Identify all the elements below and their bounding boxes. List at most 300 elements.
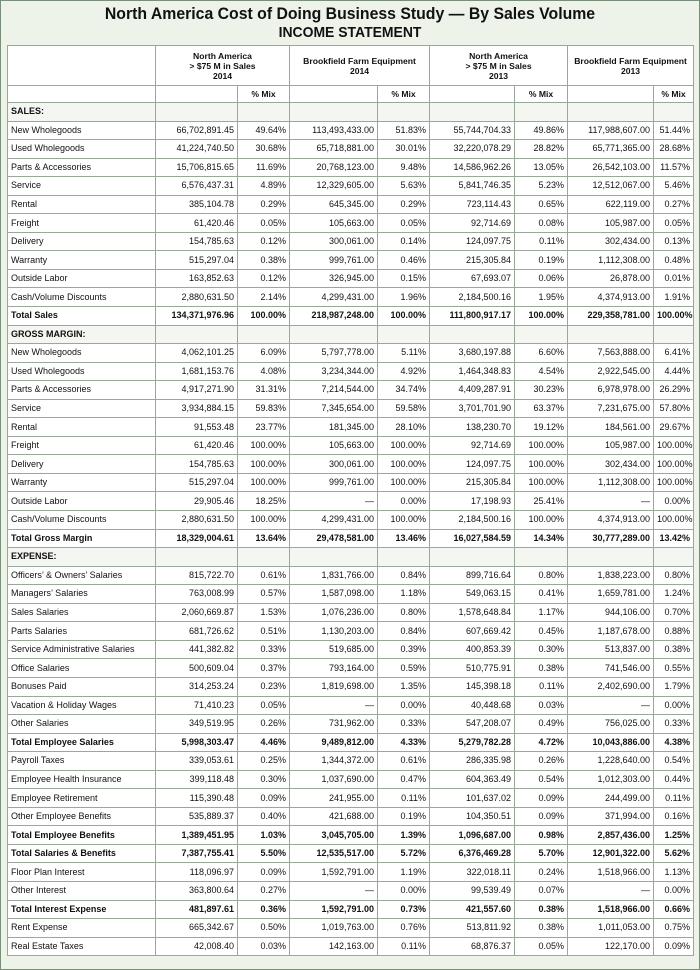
section-header-row xyxy=(8,103,694,122)
mix-percent-cell: 19.12% xyxy=(515,418,568,437)
column-header-brookfield-2014 xyxy=(290,46,430,86)
mix-percent-cell: 100.00% xyxy=(515,455,568,474)
mix-percent-cell: 51.83% xyxy=(378,121,430,140)
mix-percent-cell: 0.00% xyxy=(654,881,694,900)
row-label: Total Salaries & Benefits xyxy=(8,844,156,863)
table-row xyxy=(8,696,694,715)
mix-percent-cell: 100.00% xyxy=(378,436,430,455)
amount-cell: 421,557.60 xyxy=(430,900,515,919)
mix-percent-cell: 13.46% xyxy=(378,529,430,548)
mix-percent-cell: 0.54% xyxy=(654,752,694,771)
row-label: Parts & Accessories xyxy=(8,158,156,177)
mix-percent-cell: 0.05% xyxy=(238,214,290,233)
mix-percent-cell: 0.61% xyxy=(378,752,430,771)
row-label: Cash/Volume Discounts xyxy=(8,511,156,530)
mix-percent-cell: 13.42% xyxy=(654,529,694,548)
amount-cell: 515,297.04 xyxy=(156,251,238,270)
amount-cell: — xyxy=(568,492,654,511)
mix-percent-cell: 29.67% xyxy=(654,418,694,437)
amount-cell: 944,106.00 xyxy=(568,603,654,622)
amount-cell: 5,797,778.00 xyxy=(290,344,378,363)
mix-percent-cell: 5.72% xyxy=(378,844,430,863)
amount-cell: 371,994.00 xyxy=(568,807,654,826)
mix-percent-cell: 100.00% xyxy=(378,307,430,326)
mix-percent-cell: 0.00% xyxy=(378,881,430,900)
mix-percent-cell: 0.25% xyxy=(238,752,290,771)
table-row xyxy=(8,585,694,604)
mix-header-cell: % Mix xyxy=(654,86,694,103)
mix-percent-cell: 0.19% xyxy=(515,251,568,270)
column-header-line: 2014 xyxy=(212,70,233,81)
row-label: Rental xyxy=(8,418,156,437)
mix-percent-cell: 0.05% xyxy=(515,937,568,956)
amount-cell: 229,358,781.00 xyxy=(568,307,654,326)
mix-percent-cell: 1.17% xyxy=(515,603,568,622)
row-label: Other Employee Benefits xyxy=(8,807,156,826)
mix-percent-cell: 0.50% xyxy=(238,919,290,938)
mix-percent-cell: 0.09% xyxy=(515,807,568,826)
mix-percent-cell: 0.11% xyxy=(378,937,430,956)
amount-cell: 3,934,884.15 xyxy=(156,399,238,418)
mix-percent-cell: 100.00% xyxy=(238,455,290,474)
mix-percent-cell: 0.39% xyxy=(378,640,430,659)
amount-cell: 1,592,791.00 xyxy=(290,900,378,919)
section-filler-cell xyxy=(290,548,378,567)
mix-percent-cell: 0.40% xyxy=(238,807,290,826)
mix-percent-cell: 1.96% xyxy=(378,288,430,307)
amount-cell: 547,208.07 xyxy=(430,715,515,734)
section-title: EXPENSE: xyxy=(8,548,156,567)
amount-cell: 1,389,451.95 xyxy=(156,826,238,845)
total-row xyxy=(8,529,694,548)
amount-cell: 1,819,698.00 xyxy=(290,677,378,696)
mix-percent-cell: 49.86% xyxy=(515,121,568,140)
amount-cell: 1,592,791.00 xyxy=(290,863,378,882)
mix-percent-cell: 1.79% xyxy=(654,677,694,696)
blank-header-cell xyxy=(290,86,378,103)
amount-cell: 6,376,469.28 xyxy=(430,844,515,863)
amount-cell: 6,978,978.00 xyxy=(568,381,654,400)
amount-cell: 1,112,308.00 xyxy=(568,473,654,492)
mix-percent-cell: 59.83% xyxy=(238,399,290,418)
mix-percent-cell: 0.98% xyxy=(515,826,568,845)
document-header xyxy=(1,1,699,45)
mix-header-cell: % Mix xyxy=(378,86,430,103)
amount-cell: 1,130,203.00 xyxy=(290,622,378,641)
mix-percent-cell: 5.46% xyxy=(654,177,694,196)
mix-percent-cell: 0.23% xyxy=(238,677,290,696)
amount-cell: 1,076,236.00 xyxy=(290,603,378,622)
mix-percent-cell: 0.38% xyxy=(654,640,694,659)
amount-cell: 535,889.37 xyxy=(156,807,238,826)
mix-percent-cell: 0.80% xyxy=(515,566,568,585)
amount-cell: 99,539.49 xyxy=(430,881,515,900)
mix-percent-cell: 0.54% xyxy=(515,770,568,789)
amount-cell: 815,722.70 xyxy=(156,566,238,585)
mix-percent-cell: 0.38% xyxy=(515,659,568,678)
amount-cell: 286,335.98 xyxy=(430,752,515,771)
amount-cell: 2,402,690.00 xyxy=(568,677,654,696)
mix-percent-cell: 0.30% xyxy=(238,770,290,789)
table-row xyxy=(8,807,694,826)
table-row xyxy=(8,640,694,659)
mix-percent-cell: 4.08% xyxy=(238,362,290,381)
amount-cell: 300,061.00 xyxy=(290,455,378,474)
table-row xyxy=(8,121,694,140)
mix-percent-cell: 0.70% xyxy=(654,603,694,622)
amount-cell: 42,008.40 xyxy=(156,937,238,956)
mix-percent-cell: 0.66% xyxy=(654,900,694,919)
mix-percent-cell: 100.00% xyxy=(654,511,694,530)
table-row xyxy=(8,566,694,585)
amount-cell: 1,464,348.83 xyxy=(430,362,515,381)
table-row xyxy=(8,418,694,437)
mix-percent-cell: 0.76% xyxy=(378,919,430,938)
amount-cell: 215,305.84 xyxy=(430,251,515,270)
mix-percent-cell: 28.68% xyxy=(654,140,694,159)
mix-percent-cell: 0.55% xyxy=(654,659,694,678)
amount-cell: 2,922,545.00 xyxy=(568,362,654,381)
table-row xyxy=(8,269,694,288)
amount-cell: 3,234,344.00 xyxy=(290,362,378,381)
amount-cell: 215,305.84 xyxy=(430,473,515,492)
amount-cell: 349,519.95 xyxy=(156,715,238,734)
section-filler-cell xyxy=(290,103,378,122)
amount-cell: 1,037,690.00 xyxy=(290,770,378,789)
amount-cell: 4,917,271.90 xyxy=(156,381,238,400)
mix-percent-cell: 18.25% xyxy=(238,492,290,511)
amount-cell: 122,170.00 xyxy=(568,937,654,956)
table-row xyxy=(8,622,694,641)
amount-cell: 1,011,053.00 xyxy=(568,919,654,938)
mix-percent-cell: 23.77% xyxy=(238,418,290,437)
mix-header-cell: % Mix xyxy=(515,86,568,103)
mix-percent-cell: 1.19% xyxy=(378,863,430,882)
mix-percent-cell: 0.09% xyxy=(238,863,290,882)
mix-percent-cell: 30.68% xyxy=(238,140,290,159)
mix-percent-cell: 28.82% xyxy=(515,140,568,159)
mix-percent-cell: 4.89% xyxy=(238,177,290,196)
section-title: SALES: xyxy=(8,103,156,122)
column-header-line: > $75 M in Sales xyxy=(189,60,256,71)
amount-cell: 115,390.48 xyxy=(156,789,238,808)
section-filler-cell xyxy=(568,103,654,122)
row-label: Rent Expense xyxy=(8,919,156,938)
mix-percent-cell: 0.24% xyxy=(515,863,568,882)
column-header-line: Brookfield Farm Equipment xyxy=(303,55,416,66)
section-title: GROSS MARGIN: xyxy=(8,325,156,344)
mix-percent-cell: 5.62% xyxy=(654,844,694,863)
table-row xyxy=(8,715,694,734)
amount-cell: 549,063.15 xyxy=(430,585,515,604)
amount-cell: 4,374,913.00 xyxy=(568,288,654,307)
amount-cell: 763,008.99 xyxy=(156,585,238,604)
amount-cell: 2,857,436.00 xyxy=(568,826,654,845)
amount-cell: 645,345.00 xyxy=(290,195,378,214)
amount-cell: 181,345.00 xyxy=(290,418,378,437)
mix-percent-cell: 0.73% xyxy=(378,900,430,919)
column-header-line: Brookfield Farm Equipment xyxy=(574,55,687,66)
amount-cell: 519,685.00 xyxy=(290,640,378,659)
table-row xyxy=(8,473,694,492)
mix-percent-cell: 100.00% xyxy=(654,307,694,326)
column-header-row xyxy=(8,46,694,86)
row-label: Managers’ Salaries xyxy=(8,585,156,604)
section-filler-cell xyxy=(378,548,430,567)
column-header-line: 2013 xyxy=(620,65,641,76)
amount-cell: 12,512,067.00 xyxy=(568,177,654,196)
mix-percent-cell: 0.19% xyxy=(378,807,430,826)
mix-percent-cell: 57.80% xyxy=(654,399,694,418)
mix-percent-cell: 1.03% xyxy=(238,826,290,845)
amount-cell: 105,987.00 xyxy=(568,214,654,233)
row-label: Vacation & Holiday Wages xyxy=(8,696,156,715)
mix-percent-cell: 4.72% xyxy=(515,733,568,752)
amount-cell: 14,586,962.26 xyxy=(430,158,515,177)
amount-cell: 15,706,815.65 xyxy=(156,158,238,177)
amount-cell: 7,563,888.00 xyxy=(568,344,654,363)
mix-percent-cell: 1.39% xyxy=(378,826,430,845)
mix-percent-cell: 0.29% xyxy=(238,195,290,214)
mix-percent-cell: 5.11% xyxy=(378,344,430,363)
amount-cell: 17,198.93 xyxy=(430,492,515,511)
row-label: Bonuses Paid xyxy=(8,677,156,696)
income-statement-table xyxy=(7,45,694,956)
amount-cell: 71,410.23 xyxy=(156,696,238,715)
row-label: Warranty xyxy=(8,473,156,492)
amount-cell: 322,018.11 xyxy=(430,863,515,882)
mix-percent-cell: 0.27% xyxy=(654,195,694,214)
amount-cell: 113,493,433.00 xyxy=(290,121,378,140)
mix-percent-cell: 0.44% xyxy=(654,770,694,789)
mix-percent-cell: 0.75% xyxy=(654,919,694,938)
mix-percent-cell: 0.33% xyxy=(238,640,290,659)
row-label: Office Salaries xyxy=(8,659,156,678)
amount-cell: — xyxy=(290,881,378,900)
row-label: New Wholegoods xyxy=(8,344,156,363)
amount-cell: 300,061.00 xyxy=(290,232,378,251)
amount-cell: 326,945.00 xyxy=(290,269,378,288)
section-filler-cell xyxy=(515,325,568,344)
amount-cell: 3,680,197.88 xyxy=(430,344,515,363)
column-header-line: 2014 xyxy=(349,65,370,76)
amount-cell: 2,880,631.50 xyxy=(156,288,238,307)
amount-cell: 134,371,976.96 xyxy=(156,307,238,326)
amount-cell: 105,663.00 xyxy=(290,214,378,233)
mix-percent-cell: 0.11% xyxy=(654,789,694,808)
amount-cell: 10,043,886.00 xyxy=(568,733,654,752)
section-filler-cell xyxy=(238,325,290,344)
amount-cell: 2,060,669.87 xyxy=(156,603,238,622)
amount-cell: 4,374,913.00 xyxy=(568,511,654,530)
amount-cell: 999,761.00 xyxy=(290,251,378,270)
section-filler-cell xyxy=(515,548,568,567)
amount-cell: 1,228,640.00 xyxy=(568,752,654,771)
mix-percent-cell: 0.84% xyxy=(378,622,430,641)
mix-percent-cell: 100.00% xyxy=(654,455,694,474)
amount-cell: 7,214,544.00 xyxy=(290,381,378,400)
row-label: Service xyxy=(8,399,156,418)
table-row xyxy=(8,177,694,196)
amount-cell: 1,659,781.00 xyxy=(568,585,654,604)
mix-percent-cell: 0.59% xyxy=(378,659,430,678)
amount-cell: 441,382.82 xyxy=(156,640,238,659)
section-filler-cell xyxy=(378,325,430,344)
amount-cell: 29,905.46 xyxy=(156,492,238,511)
amount-cell: 400,853.39 xyxy=(430,640,515,659)
mix-percent-cell: 30.23% xyxy=(515,381,568,400)
mix-percent-cell: 6.09% xyxy=(238,344,290,363)
mix-percent-cell: 30.01% xyxy=(378,140,430,159)
amount-cell: — xyxy=(290,492,378,511)
column-header-line: North America xyxy=(193,50,252,61)
amount-cell: 665,342.67 xyxy=(156,919,238,938)
mix-percent-cell: 0.36% xyxy=(238,900,290,919)
row-label: Floor Plan Interest xyxy=(8,863,156,882)
amount-cell: 2,880,631.50 xyxy=(156,511,238,530)
amount-cell: 67,693.07 xyxy=(430,269,515,288)
mix-percent-cell: 4.46% xyxy=(238,733,290,752)
amount-cell: 2,184,500.16 xyxy=(430,511,515,530)
amount-cell: 104,350.51 xyxy=(430,807,515,826)
mix-percent-cell: 0.33% xyxy=(654,715,694,734)
mix-percent-cell: 0.37% xyxy=(238,659,290,678)
amount-cell: 41,224,740.50 xyxy=(156,140,238,159)
amount-cell: 385,104.78 xyxy=(156,195,238,214)
table-row xyxy=(8,677,694,696)
amount-cell: 515,297.04 xyxy=(156,473,238,492)
mix-percent-cell: 0.12% xyxy=(238,232,290,251)
row-label: Total Employee Salaries xyxy=(8,733,156,752)
mix-percent-cell: 0.11% xyxy=(515,677,568,696)
table-row xyxy=(8,659,694,678)
section-filler-cell xyxy=(156,548,238,567)
mix-percent-cell: 100.00% xyxy=(515,473,568,492)
amount-cell: 9,489,812.00 xyxy=(290,733,378,752)
table-row xyxy=(8,937,694,956)
section-filler-cell xyxy=(430,103,515,122)
table-row xyxy=(8,752,694,771)
mix-percent-cell: 100.00% xyxy=(378,455,430,474)
amount-cell: 1,838,223.00 xyxy=(568,566,654,585)
amount-cell: 20,768,123.00 xyxy=(290,158,378,177)
amount-cell: 681,726.62 xyxy=(156,622,238,641)
amount-cell: 1,187,678.00 xyxy=(568,622,654,641)
mix-percent-cell: 100.00% xyxy=(238,511,290,530)
table-row xyxy=(8,770,694,789)
amount-cell: 124,097.75 xyxy=(430,455,515,474)
amount-cell: 756,025.00 xyxy=(568,715,654,734)
mix-percent-cell: 0.27% xyxy=(238,881,290,900)
amount-cell: 241,955.00 xyxy=(290,789,378,808)
mix-percent-cell: 5.23% xyxy=(515,177,568,196)
row-label: Officers’ & Owners’ Salaries xyxy=(8,566,156,585)
mix-percent-cell: 0.49% xyxy=(515,715,568,734)
mix-percent-cell: 1.25% xyxy=(654,826,694,845)
mix-percent-cell: 28.10% xyxy=(378,418,430,437)
amount-cell: 3,701,701.90 xyxy=(430,399,515,418)
amount-cell: 154,785.63 xyxy=(156,232,238,251)
amount-cell: 61,420.46 xyxy=(156,214,238,233)
mix-percent-cell: 4.38% xyxy=(654,733,694,752)
mix-percent-cell: 100.00% xyxy=(515,436,568,455)
mix-percent-cell: 100.00% xyxy=(378,511,430,530)
mix-percent-cell: 0.38% xyxy=(515,919,568,938)
amount-cell: 1,518,966.00 xyxy=(568,863,654,882)
section-filler-cell xyxy=(156,103,238,122)
table-row xyxy=(8,214,694,233)
mix-percent-cell: 14.34% xyxy=(515,529,568,548)
amount-cell: 118,096.97 xyxy=(156,863,238,882)
table-row xyxy=(8,158,694,177)
amount-cell: 12,901,322.00 xyxy=(568,844,654,863)
table-row xyxy=(8,881,694,900)
row-label: Service xyxy=(8,177,156,196)
row-label: Outside Labor xyxy=(8,492,156,511)
amount-cell: 66,702,891.45 xyxy=(156,121,238,140)
mix-percent-cell: 0.08% xyxy=(515,214,568,233)
amount-cell: 1,831,766.00 xyxy=(290,566,378,585)
column-header-brookfield-2013 xyxy=(568,46,694,86)
section-filler-cell xyxy=(238,103,290,122)
mix-percent-cell: 2.14% xyxy=(238,288,290,307)
mix-percent-cell: 0.09% xyxy=(238,789,290,808)
mix-percent-cell: 0.51% xyxy=(238,622,290,641)
mix-percent-cell: 5.70% xyxy=(515,844,568,863)
amount-cell: 314,253.24 xyxy=(156,677,238,696)
table-row xyxy=(8,251,694,270)
mix-percent-cell: 0.00% xyxy=(654,492,694,511)
total-row xyxy=(8,307,694,326)
table-row xyxy=(8,344,694,363)
amount-cell: 145,398.18 xyxy=(430,677,515,696)
amount-cell: 302,434.00 xyxy=(568,455,654,474)
mix-percent-cell: 0.01% xyxy=(654,269,694,288)
mix-percent-cell: 0.80% xyxy=(654,566,694,585)
amount-cell: 101,637.02 xyxy=(430,789,515,808)
mix-percent-cell: 0.09% xyxy=(654,937,694,956)
amount-cell: 55,744,704.33 xyxy=(430,121,515,140)
row-label: Real Estate Taxes xyxy=(8,937,156,956)
table-row xyxy=(8,455,694,474)
amount-cell: 513,837.00 xyxy=(568,640,654,659)
section-filler-cell xyxy=(378,103,430,122)
blank-header-cell xyxy=(156,86,238,103)
amount-cell: 339,053.61 xyxy=(156,752,238,771)
mix-percent-cell: 0.26% xyxy=(238,715,290,734)
amount-cell: 142,163.00 xyxy=(290,937,378,956)
row-label: Used Wholegoods xyxy=(8,362,156,381)
mix-percent-cell: 0.12% xyxy=(238,269,290,288)
amount-cell: 723,114.43 xyxy=(430,195,515,214)
mix-percent-cell: 0.00% xyxy=(654,696,694,715)
amount-cell: 92,714.69 xyxy=(430,214,515,233)
row-label: Total Sales xyxy=(8,307,156,326)
section-filler-cell xyxy=(290,325,378,344)
column-header-line: > $75 M in Sales xyxy=(465,60,532,71)
column-header-line: 2013 xyxy=(488,70,509,81)
amount-cell: 68,876.37 xyxy=(430,937,515,956)
mix-percent-cell: 0.46% xyxy=(378,251,430,270)
row-label: Payroll Taxes xyxy=(8,752,156,771)
amount-cell: 18,329,004.61 xyxy=(156,529,238,548)
amount-cell: 500,609.04 xyxy=(156,659,238,678)
amount-cell: 1,012,303.00 xyxy=(568,770,654,789)
amount-cell: 92,714.69 xyxy=(430,436,515,455)
section-header-row xyxy=(8,548,694,567)
mix-percent-cell: 100.00% xyxy=(515,307,568,326)
table-row xyxy=(8,919,694,938)
